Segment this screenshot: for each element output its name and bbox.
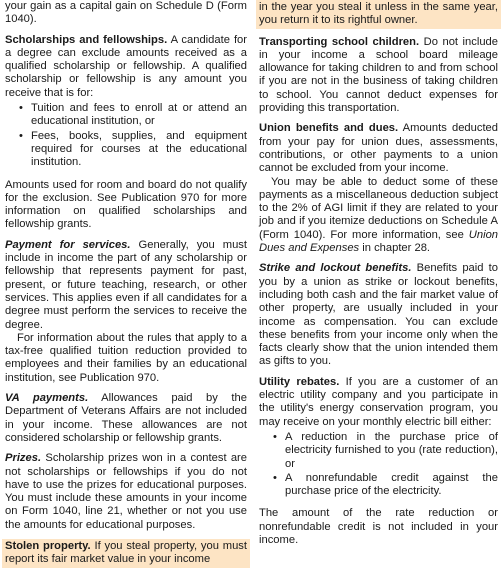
paragraph-stolen-continued: in the year you steal it unless in the same year, you return it to its rightful owner. [256, 0, 501, 29]
paragraph-utility [259, 376, 498, 429]
text-union-benefits: Amounts deducted from your pay for union dues, assessments, contributions, or other payments to a union cannot be excluded from your income. [259, 122, 499, 175]
text-stolen-property: If you steal property, you must report its fair market value in your income [5, 539, 247, 566]
paragraph-transporting [259, 36, 498, 116]
utility-list [259, 431, 498, 498]
list-item: • A reduction in the purchase price of electricity furnished to you (rate reduction), or [285, 431, 498, 471]
left-column [5, 0, 247, 568]
paragraph-tuition-reduction: For information about the rules that apply to a tax-free qualified tuition reduction provided to employees and their families by an educational institution, see Publication 970. [5, 331, 247, 384]
list-item: • A nonrefundable credit against the purchase price of the electricity. [285, 472, 498, 499]
heading-union-benefits: Union benefits and dues. [259, 122, 399, 135]
text-payment-services: Generally, you must include in income the part of any scholarship or fellowship that represents payment for past, present, or future teaching, research, or other services. This applies even if all candidates for a degree must perform the services to receive the degree. [5, 238, 248, 331]
paragraph-stolen-property [2, 539, 250, 568]
text-transporting: Do not include in your income a school board mileage allowance for taking children to and from school if you are not in the business of taking children to school. You cannot deduct expenses for providing this transportation. [259, 35, 499, 115]
paragraph-va-payments [5, 392, 247, 445]
paragraph-union-benefits [259, 122, 498, 175]
heading-strike: Strike and lockout benefits. [259, 262, 412, 275]
paragraph-capital-gain: your gain as a capital gain on Schedule D (Form 1040). [5, 0, 247, 26]
scholarship-list [5, 102, 247, 169]
text-prizes: Scholarship prizes won in a contest are not scholarships or fellowships if you do not have to use the prizes for educational purposes. You must include these amounts in your income on Form 1040, line 21, whether or not you use the amounts for educational purposes. [5, 452, 248, 531]
text-strike: Benefits paid to you by a union as strike or lockout benefits, including both cash and the fair market value of other property, are usually included in your income as compensation. You can exclude these benefits from your income only when the facts clearly show that the union intended them as gifts to you. [259, 262, 499, 368]
paragraph-utility-tail: The amount of the rate reduction or nonrefundable credit is not included in your income. [259, 507, 498, 546]
reference-union-dues: Union Dues and Expenses [259, 228, 499, 255]
heading-payment-services: Payment for services. [5, 238, 131, 251]
heading-stolen-property: Stolen property. [5, 539, 91, 552]
list-item: • Tuition and fees to enroll at or attend an educational institution, or [31, 102, 247, 129]
list-item: • Fees, books, supplies, and equipment required for courses at the educational institution. [31, 130, 247, 170]
paragraph-scholarships [5, 34, 247, 100]
paragraph-payment-services [5, 239, 247, 332]
heading-va-payments: VA payments. [5, 392, 89, 405]
paragraph-strike [259, 262, 498, 368]
text-union-deduct: You may be able to deduct some of these payments as a miscellaneous deduction subject to the 2% of AGI limit if they are related to your job and if you itemize deductions on Schedule A (Form 1040). For more information, see [259, 175, 498, 241]
heading-transporting: Transporting school children. [259, 35, 420, 48]
text-union-ref-tail: in chapter 28. [362, 242, 431, 255]
heading-scholarships: Scholarships and fellowships. [5, 33, 168, 46]
paragraph-union-deduct [259, 176, 498, 256]
paragraph-room-board: Amounts used for room and board do not qualify for the exclusion. See Publication 970 for more information on qualified scholarships and fellowship grants. [5, 178, 247, 231]
text-scholarships: A candidate for a degree can exclude amounts received as a qualified scholarship or fellowship. A qualified scholarship or fellowship is any amount you receive that is for: [5, 33, 248, 99]
right-column [259, 0, 498, 547]
heading-utility: Utility rebates. [259, 375, 340, 388]
text-utility: If you are a customer of an electric utility company and you participate in the utility's energy conservation program, you may receive on your monthly electric bill either: [259, 375, 498, 428]
paragraph-prizes [5, 452, 247, 532]
text-va-payments: Allowances paid by the Department of Veterans Affairs are not included in your income. These allowances are not considered scholarship or fellowship grants. [5, 392, 247, 444]
heading-prizes: Prizes. [5, 452, 42, 465]
